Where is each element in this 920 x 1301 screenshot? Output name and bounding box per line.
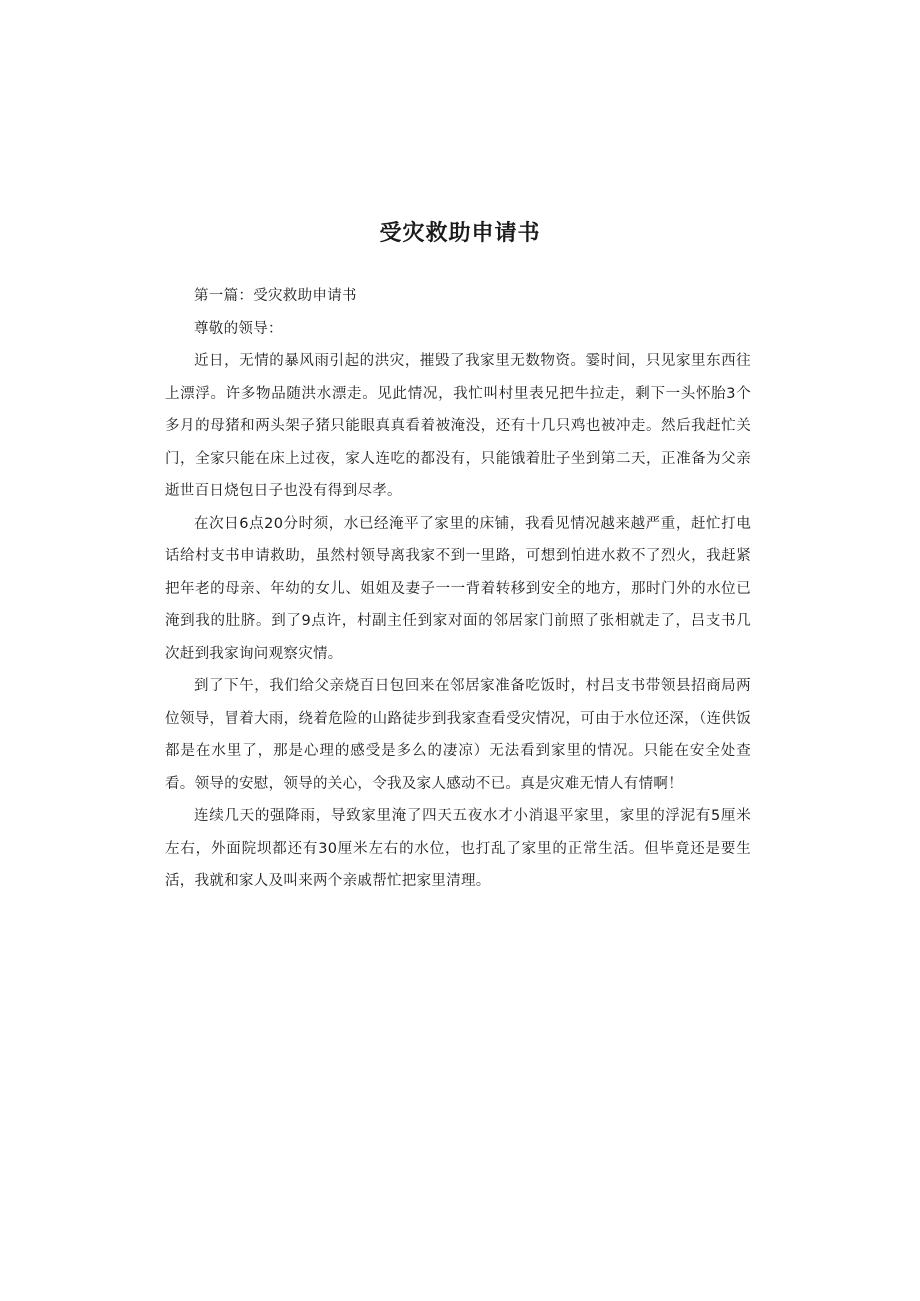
- paragraph-2: 在次日6点20分时须，水已经淹平了家里的床铺，我看见情况越来越严重，赶忙打电话给村支书申请救助，虽然村领导离我家不到一里路，可想到怕进水救不了烈火，我赶紧把年老的母亲、年幼的女儿、姐姐及妻子一一背着转移到安全的地方，那时门外的水位已淹到我的肚脐。到了9点许，村副主任到家对面的邻居家门前照了张相就走了，吕支书几次赶到我家询问观察灾情。: [165, 515, 751, 662]
- document-title: 受灾救助申请书: [379, 221, 541, 246]
- paragraph-3: 到了下午，我们给父亲烧百日包回来在邻居家准备吃饭时，村吕支书带领县招商局两位领导，冒着大雨，绕着危险的山路徒步到我家查看受灾情况，可由于水位还深，（连供饭都是在水里了，那是心理的感受是多么的凄凉）无法看到家里的情况。只能在安全处查看。领导的安慰，领导的关心，令我及家人感动不已。真是灾难无情人有情啊！: [165, 678, 751, 792]
- document-body: [165, 280, 751, 898]
- paragraph-1: 近日，无情的暴风雨引起的洪灾，摧毁了我家里无数物资。霎时间，只见家里东西往上漂浮。许多物品随洪水漂走。见此情况，我忙叫村里表兄把牛拉走，剩下一头怀胎3个多月的母猪和两头架子猪只能眼真真看着被淹没，还有十几只鸡也被冲走。然后我赶忙关门，全家只能在床上过夜，家人连吃的都没有，只能饿着肚子坐到第二天，正准备为父亲逝世百日烧包日子也没有得到尽孝。: [165, 353, 751, 499]
- section-heading: 第一篇：受灾救助申请书: [194, 288, 357, 304]
- paragraph-4: 连续几天的强降雨，导致家里淹了四天五夜水才小消退平家里，家里的浮泥有5厘米左右，外面院坝都还有30厘米左右的水位，也打乱了家里的正常生活。但毕竟还是要生活，我就和家人及叫来两个亲戚帮忙把家里清理。: [165, 808, 751, 889]
- salutation: 尊敬的领导：: [194, 320, 283, 337]
